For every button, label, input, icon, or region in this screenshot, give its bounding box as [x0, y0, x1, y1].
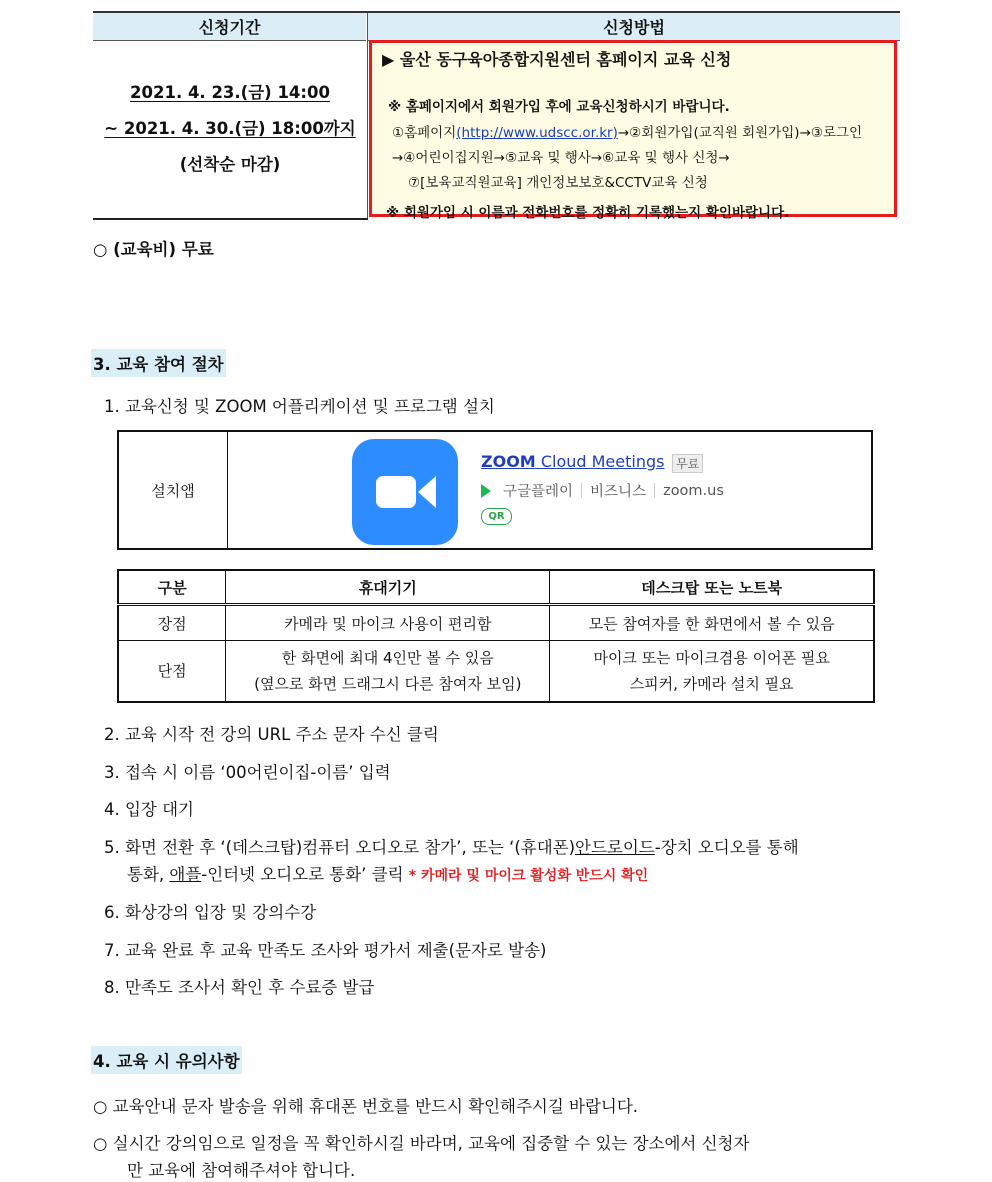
application-period [93, 41, 367, 217]
step-homepage: ①홈페이지 [392, 125, 457, 141]
step5-text-b: -장치 오디오를 통해 [654, 838, 799, 857]
col-header-mobile: 휴대기기 [226, 570, 550, 605]
caution-note-2-line1: ○ 실시간 강의임으로 일정을 꼭 확인하시길 바라며, 교육에 집중할 수 있는 장소에서 신청자 [93, 1134, 750, 1153]
method-steps-line2: →④어린이집지원→⑤교육 및 행사→⑥교육 및 행사 신청→ [392, 150, 730, 166]
install-app-box [117, 430, 873, 550]
application-table [93, 11, 900, 220]
procedure-step-2: 2. 교육 시작 전 강의 URL 주소 문자 수신 클릭 [104, 725, 439, 744]
camera-mic-warning: * 카메라 및 마이크 활성화 반드시 확인 [408, 868, 649, 884]
table-row [118, 605, 874, 641]
homepage-link[interactable]: (http://www.udscc.or.kr) [456, 125, 618, 141]
method-steps-line3: ⑦[보육교직원교육] 개인정보보호&CCTV교육 신청 [408, 175, 708, 191]
table-header-row [118, 570, 874, 605]
cons-mobile-line1: 한 화면에 최대 4인만 볼 수 있음 [281, 649, 494, 667]
section3-title: 3. 교육 참여 절차 [91, 349, 226, 377]
period-end: ~ 2021. 4. 30.(금) 18:00까지 [104, 119, 356, 138]
zoom-app-name-bold: ZOOM [481, 452, 536, 471]
zoom-app-name-rest: Cloud Meetings [535, 452, 665, 471]
section4-title: 4. 교육 시 유의사항 [91, 1046, 242, 1074]
fee-line: ○ (교육비) 무료 [93, 240, 214, 259]
procedure-step-8: 8. 만족도 조사서 확인 후 수료증 발급 [104, 978, 375, 997]
google-play-icon [481, 484, 491, 498]
procedure-step-1: 1. 교육신청 및 ZOOM 어플리케이션 및 프로그램 설치 [104, 397, 495, 416]
table-bottom-border [93, 218, 368, 220]
header-method: 신청방법 [368, 13, 900, 41]
step5-apple: 애플 [169, 865, 202, 884]
table-row [118, 641, 874, 703]
col-header-desktop: 데스크탑 또는 노트북 [550, 570, 874, 605]
cons-desktop-line2: 스피커, 카메라 설치 필요 [629, 675, 794, 693]
step5-text-c: 통화, [127, 865, 170, 884]
period-note: (선착순 마감) [179, 155, 281, 174]
app-meta-row [481, 480, 724, 501]
procedure-step-7: 7. 교육 완료 후 교육 만족도 조사와 평가서 제출(문자로 발송) [104, 941, 547, 960]
application-method-box [369, 40, 897, 221]
col-header-category: 구분 [118, 570, 226, 605]
caution-note-1: ○ 교육안내 문자 발송을 위해 휴대폰 번호를 반드시 확인해주시길 바랍니다. [93, 1097, 639, 1116]
period-start: 2021. 4. 23.(금) 14:00 [130, 83, 330, 102]
camera-lens-icon [418, 476, 436, 508]
procedure-step-5-line2 [127, 861, 648, 885]
procedure-step-4: 4. 입장 대기 [104, 800, 194, 819]
method-note-verify: ※ 회원가입 시 이름과 전화번호를 정확히 기록했는지 확인바랍니다. [386, 205, 790, 221]
procedure-step-5-line1 [104, 834, 799, 858]
step-signup-login: →②회원가입(교직원 회원가입)→③로그인 [617, 125, 863, 141]
install-app-label: 설치앱 [119, 432, 228, 548]
row-label-cons: 단점 [118, 641, 226, 703]
zoom-app-link[interactable] [481, 452, 664, 471]
cons-desktop-line1: 마이크 또는 마이크겸용 이어폰 필요 [593, 649, 830, 667]
step5-text-d: -인터넷 오디오로 통화’ 클릭 [201, 865, 409, 884]
app-store-name: 구글플레이 [503, 484, 574, 500]
cons-desktop [550, 641, 874, 703]
app-category: 비즈니스 [590, 484, 647, 500]
header-period: 신청기간 [93, 13, 366, 41]
app-domain: zoom.us [663, 482, 724, 499]
qr-badge[interactable]: QR [481, 508, 512, 525]
step5-android: 안드로이드 [575, 838, 655, 857]
zoom-app-icon [352, 439, 458, 545]
method-title: ▶ 울산 동구육아종합지원센터 홈페이지 교육 신청 [382, 50, 732, 69]
meta-separator [581, 483, 582, 498]
pros-desktop: 모든 참여자를 한 화면에서 볼 수 있음 [550, 605, 874, 641]
free-badge: 무료 [672, 454, 703, 473]
method-note-signup: ※ 홈페이지에서 회원가입 후에 교육신청하시기 바랍니다. [388, 99, 730, 115]
meta-separator [654, 483, 655, 498]
device-comparison-table [117, 569, 875, 703]
cons-mobile-line2: (옆으로 화면 드래그시 다른 참여자 보임) [254, 675, 522, 693]
pros-mobile: 카메라 및 마이크 사용이 편리함 [226, 605, 550, 641]
camera-icon [376, 476, 416, 508]
column-divider [367, 13, 368, 220]
step5-text-a: 5. 화면 전환 후 ‘(데스크탑)컴퓨터 오디오로 참가’, 또는 ‘(휴대폰) [104, 838, 576, 857]
procedure-step-3: 3. 접속 시 이름 ‘00어린이집-이름’ 입력 [104, 763, 391, 782]
caution-note-2-line2: 만 교육에 참여해주셔야 합니다. [127, 1161, 356, 1180]
cons-mobile [226, 641, 550, 703]
row-label-pros: 장점 [118, 605, 226, 641]
method-steps-line1 [392, 121, 862, 141]
procedure-step-6: 6. 화상강의 입장 및 강의수강 [104, 903, 317, 922]
